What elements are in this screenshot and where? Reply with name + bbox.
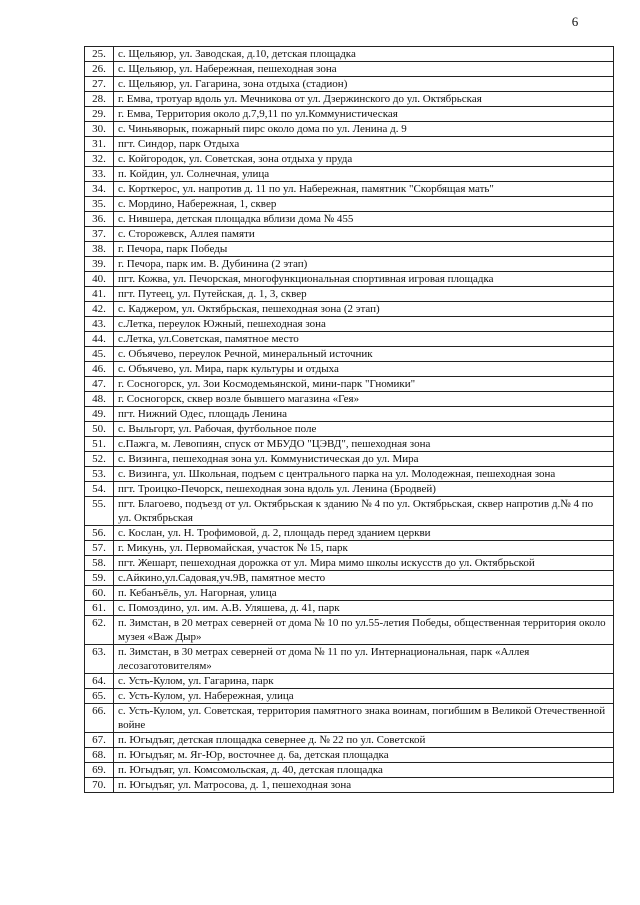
table-row xyxy=(85,242,614,257)
row-location: с. Усть-Кулом, ул. Советская, территория памятного знака воинам, погибшим в Великой Отечественной войне xyxy=(114,704,614,733)
row-number: 55. xyxy=(85,497,114,526)
row-number: 45. xyxy=(85,347,114,362)
table-row xyxy=(85,541,614,556)
row-number: 63. xyxy=(85,645,114,674)
row-location: с.Летка, переулок Южный, пешеходная зона xyxy=(114,317,614,332)
row-location: п. Койдин, ул. Солнечная, улица xyxy=(114,167,614,182)
row-number: 67. xyxy=(85,733,114,748)
table-row xyxy=(85,77,614,92)
table-row xyxy=(85,332,614,347)
row-location: пгт. Жешарт, пешеходная дорожка от ул. Мира мимо школы искусств до ул. Октябрьской xyxy=(114,556,614,571)
table-row xyxy=(85,272,614,287)
table-row xyxy=(85,377,614,392)
row-location: п. Югыдъяг, м. Яг-Юр, восточнее д. 6а, детская площадка xyxy=(114,748,614,763)
row-location: с. Каджером, ул. Октябрьская, пешеходная зона (2 этап) xyxy=(114,302,614,317)
table-row xyxy=(85,257,614,272)
row-number: 32. xyxy=(85,152,114,167)
row-number: 43. xyxy=(85,317,114,332)
row-number: 28. xyxy=(85,92,114,107)
row-location: пгт. Путеец, ул. Путейская, д. 1, 3, сквер xyxy=(114,287,614,302)
table-row xyxy=(85,497,614,526)
table-row xyxy=(85,526,614,541)
row-location: г. Емва, Территория около д.7,9,11 по ул.Коммунистическая xyxy=(114,107,614,122)
row-number: 49. xyxy=(85,407,114,422)
row-location: п. Югыдъяг, ул. Комсомольская, д. 40, детская площадка xyxy=(114,763,614,778)
row-number: 53. xyxy=(85,467,114,482)
table-row xyxy=(85,62,614,77)
row-location: п. Зимстан, в 20 метрах северней от дома № 10 по ул.55-летия Победы, общественная территория около музея «Важ Дыр» xyxy=(114,616,614,645)
row-number: 58. xyxy=(85,556,114,571)
table-row xyxy=(85,482,614,497)
row-number: 39. xyxy=(85,257,114,272)
row-number: 65. xyxy=(85,689,114,704)
table-row xyxy=(85,287,614,302)
row-location: с.Айкино,ул.Садовая,уч.9В, памятное место xyxy=(114,571,614,586)
row-location: с.Летка, ул.Советская, памятное место xyxy=(114,332,614,347)
row-number: 54. xyxy=(85,482,114,497)
row-location: п. Югыдъяг, детская площадка севернее д. № 22 по ул. Советской xyxy=(114,733,614,748)
row-location: с. Выльгорт, ул. Рабочая, футбольное поле xyxy=(114,422,614,437)
table-row xyxy=(85,601,614,616)
row-location: с. Объячево, ул. Мира, парк культуры и отдыха xyxy=(114,362,614,377)
table-row xyxy=(85,437,614,452)
row-location: пгт. Кожва, ул. Печорская, многофункциональная спортивная игровая площадка xyxy=(114,272,614,287)
table-row xyxy=(85,645,614,674)
row-location: с. Объячево, переулок Речной, минеральный источник xyxy=(114,347,614,362)
table-row xyxy=(85,302,614,317)
row-location: с. Помоздино, ул. им. А.В. Уляшева, д. 41, парк xyxy=(114,601,614,616)
row-number: 40. xyxy=(85,272,114,287)
row-number: 68. xyxy=(85,748,114,763)
table-row xyxy=(85,197,614,212)
table-row xyxy=(85,362,614,377)
row-number: 29. xyxy=(85,107,114,122)
row-number: 69. xyxy=(85,763,114,778)
table-row xyxy=(85,227,614,242)
row-number: 38. xyxy=(85,242,114,257)
row-location: г. Сосногорск, ул. Зои Космодемьянской, мини-парк "Гномики" xyxy=(114,377,614,392)
row-number: 66. xyxy=(85,704,114,733)
row-location: пгт. Синдор, парк Отдыха xyxy=(114,137,614,152)
row-number: 36. xyxy=(85,212,114,227)
row-location: с. Визинга, ул. Школьная, подъем с центрального парка на ул. Молодежная, пешеходная зона xyxy=(114,467,614,482)
table-row xyxy=(85,748,614,763)
table-row xyxy=(85,763,614,778)
table-row xyxy=(85,616,614,645)
table-row xyxy=(85,317,614,332)
row-location: с. Щельяюр, ул. Набережная, пешеходная зона xyxy=(114,62,614,77)
row-number: 59. xyxy=(85,571,114,586)
row-number: 27. xyxy=(85,77,114,92)
row-location: г. Сосногорск, сквер возле бывшего магазина «Гея» xyxy=(114,392,614,407)
locations-table xyxy=(84,46,614,793)
row-number: 57. xyxy=(85,541,114,556)
row-number: 42. xyxy=(85,302,114,317)
row-location: г. Печора, парк Победы xyxy=(114,242,614,257)
row-location: с. Мордино, Набережная, 1, сквер xyxy=(114,197,614,212)
row-number: 25. xyxy=(85,47,114,62)
table-row xyxy=(85,689,614,704)
row-location: г. Микунь, ул. Первомайская, участок № 15, парк xyxy=(114,541,614,556)
row-location: г. Емва, тротуар вдоль ул. Мечникова от ул. Дзержинского до ул. Октябрьская xyxy=(114,92,614,107)
row-number: 35. xyxy=(85,197,114,212)
table-row xyxy=(85,107,614,122)
locations-table-body xyxy=(85,47,614,793)
row-location: пгт. Благоево, подъезд от ул. Октябрьская к зданию № 4 по ул. Октябрьская, сквер напротив д.№ 4 по ул. Октябрьская xyxy=(114,497,614,526)
table-row xyxy=(85,167,614,182)
table-row xyxy=(85,212,614,227)
row-number: 26. xyxy=(85,62,114,77)
row-location: пгт. Нижний Одес, площадь Ленина xyxy=(114,407,614,422)
row-location: с. Визинга, пешеходная зона ул. Коммунистическая до ул. Мира xyxy=(114,452,614,467)
row-location: п. Кебанъёль, ул. Нагорная, улица xyxy=(114,586,614,601)
row-location: с. Усть-Кулом, ул. Гагарина, парк xyxy=(114,674,614,689)
table-row xyxy=(85,571,614,586)
row-location: с. Койгородок, ул. Советская, зона отдыха у пруда xyxy=(114,152,614,167)
row-location: с. Чиньяворык, пожарный пирс около дома по ул. Ленина д. 9 xyxy=(114,122,614,137)
table-row xyxy=(85,407,614,422)
table-row xyxy=(85,47,614,62)
table-row xyxy=(85,674,614,689)
row-location: с.Пажга, м. Левопиян, спуск от МБУДО "ЦЭВД", пешеходная зона xyxy=(114,437,614,452)
table-row xyxy=(85,347,614,362)
row-number: 61. xyxy=(85,601,114,616)
table-row xyxy=(85,92,614,107)
row-location: г. Печора, парк им. В. Дубинина (2 этап) xyxy=(114,257,614,272)
row-number: 60. xyxy=(85,586,114,601)
page-number: 6 xyxy=(571,14,579,29)
table-row xyxy=(85,467,614,482)
row-number: 62. xyxy=(85,616,114,645)
table-row xyxy=(85,733,614,748)
row-number: 41. xyxy=(85,287,114,302)
row-location: с. Нившера, детская площадка вблизи дома № 455 xyxy=(114,212,614,227)
row-number: 44. xyxy=(85,332,114,347)
row-number: 47. xyxy=(85,377,114,392)
row-number: 56. xyxy=(85,526,114,541)
row-number: 50. xyxy=(85,422,114,437)
row-location: с. Корткерос, ул. напротив д. 11 по ул. Набережная, памятник "Скорбящая мать" xyxy=(114,182,614,197)
row-number: 33. xyxy=(85,167,114,182)
row-number: 30. xyxy=(85,122,114,137)
row-location: с. Кослан, ул. Н. Трофимовой, д. 2, площадь перед зданием церкви xyxy=(114,526,614,541)
table-row xyxy=(85,586,614,601)
row-location: пгт. Троицко-Печорск, пешеходная зона вдоль ул. Ленина (Бродвей) xyxy=(114,482,614,497)
table-row xyxy=(85,182,614,197)
row-number: 70. xyxy=(85,778,114,793)
row-location: с. Усть-Кулом, ул. Набережная, улица xyxy=(114,689,614,704)
table-row xyxy=(85,392,614,407)
row-location: п. Зимстан, в 30 метрах северней от дома № 11 по ул. Интернациональная, парк «Аллея лесозаготовителям» xyxy=(114,645,614,674)
row-location: п. Югыдъяг, ул. Матросова, д. 1, пешеходная зона xyxy=(114,778,614,793)
table-row xyxy=(85,152,614,167)
row-location: с. Щельяюр, ул. Заводская, д.10, детская площадка xyxy=(114,47,614,62)
table-row xyxy=(85,556,614,571)
table-row xyxy=(85,122,614,137)
row-number: 64. xyxy=(85,674,114,689)
table-row xyxy=(85,778,614,793)
table-row xyxy=(85,704,614,733)
table-row xyxy=(85,422,614,437)
table-row xyxy=(85,452,614,467)
row-number: 31. xyxy=(85,137,114,152)
row-number: 48. xyxy=(85,392,114,407)
row-number: 37. xyxy=(85,227,114,242)
row-location: с. Сторожевск, Аллея памяти xyxy=(114,227,614,242)
row-number: 46. xyxy=(85,362,114,377)
row-number: 34. xyxy=(85,182,114,197)
table-row xyxy=(85,137,614,152)
row-location: с. Щельяюр, ул. Гагарина, зона отдыха (стадион) xyxy=(114,77,614,92)
row-number: 52. xyxy=(85,452,114,467)
row-number: 51. xyxy=(85,437,114,452)
